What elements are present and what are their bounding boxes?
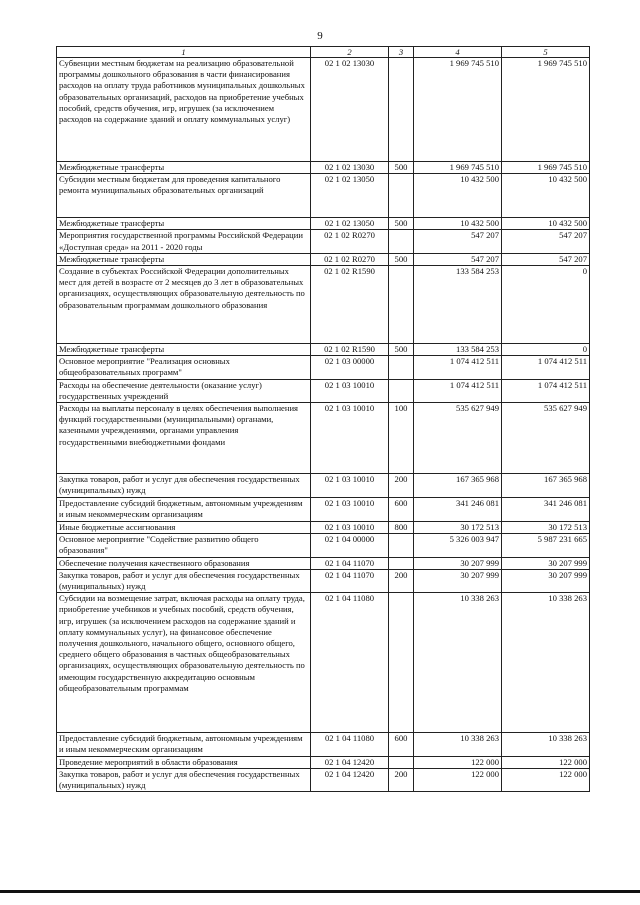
row-expense-type-cell: 500 [389, 344, 414, 356]
row-name-cell: Проведение мероприятий в области образования [57, 756, 311, 768]
row-expense-type-cell: 200 [389, 569, 414, 592]
row-code-cell: 02 1 02 13050 [311, 174, 389, 218]
row-name-cell: Межбюджетные трансферты [57, 218, 311, 230]
row-code-cell: 02 1 04 12420 [311, 768, 389, 791]
row-amount-1-cell: 1 074 412 511 [414, 356, 502, 379]
row-expense-type-cell [389, 557, 414, 569]
table-row [57, 474, 590, 498]
row-amount-1-cell: 133 584 253 [414, 344, 502, 356]
row-amount-2-cell: 1 969 745 510 [502, 58, 590, 162]
row-amount-1-cell: 167 365 968 [414, 474, 502, 498]
row-code-cell: 02 1 02 13050 [311, 218, 389, 230]
row-name-cell: Создание в субъектах Российской Федерации дополнительных мест для детей в возрасте от 2 месяцев до 3 лет в образовательных организациях, осуществляющих образовательную деятельность по образовательным программам дошкольного образования [57, 266, 311, 344]
table-row [57, 162, 590, 174]
table-row [57, 593, 590, 733]
row-amount-1-cell: 122 000 [414, 768, 502, 791]
row-code-cell: 02 1 03 00000 [311, 356, 389, 379]
row-amount-1-cell: 547 207 [414, 253, 502, 265]
row-name-cell: Субвенции местным бюджетам на реализацию образовательной программы дошкольного образования в части финансирования расходов на оплату труда работников муниципальных дошкольных образовательных организаций, расходов на приобретение учебных пособий, средств обучения, игр, игрушек (за исключением расходов на содержание зданий и оплату коммунальных услуг) [57, 58, 311, 162]
row-amount-2-cell: 30 172 513 [502, 522, 590, 534]
row-amount-2-cell: 1 969 745 510 [502, 162, 590, 174]
row-expense-type-cell [389, 593, 414, 733]
row-name-cell: Предоставление субсидий бюджетным, автономным учреждениям и иным некоммерческим организациям [57, 498, 311, 522]
row-name-cell: Иные бюджетные ассигнования [57, 522, 311, 534]
row-expense-type-cell [389, 174, 414, 218]
table-row [57, 403, 590, 474]
row-amount-2-cell: 1 074 412 511 [502, 356, 590, 379]
row-amount-2-cell: 167 365 968 [502, 474, 590, 498]
row-expense-type-cell: 500 [389, 218, 414, 230]
row-code-cell: 02 1 04 00000 [311, 534, 389, 557]
table-row [57, 522, 590, 534]
row-amount-2-cell: 30 207 999 [502, 557, 590, 569]
row-expense-type-cell: 200 [389, 474, 414, 498]
row-code-cell: 02 1 02 R1590 [311, 344, 389, 356]
row-expense-type-cell: 500 [389, 162, 414, 174]
row-expense-type-cell [389, 356, 414, 379]
row-name-cell: Закупка товаров, работ и услуг для обеспечения государственных (муниципальных) нужд [57, 768, 311, 791]
row-code-cell: 02 1 02 13030 [311, 58, 389, 162]
row-amount-1-cell: 1 969 745 510 [414, 162, 502, 174]
table-row [57, 230, 590, 253]
row-name-cell: Межбюджетные трансферты [57, 162, 311, 174]
row-expense-type-cell: 500 [389, 253, 414, 265]
row-amount-1-cell: 30 207 999 [414, 569, 502, 592]
row-amount-2-cell: 122 000 [502, 768, 590, 791]
row-amount-1-cell: 122 000 [414, 756, 502, 768]
row-expense-type-cell [389, 58, 414, 162]
row-amount-1-cell: 133 584 253 [414, 266, 502, 344]
row-name-cell: Субсидии местным бюджетам для проведения капитального ремонта муниципальных образовательных организаций [57, 174, 311, 218]
row-name-cell: Межбюджетные трансферты [57, 253, 311, 265]
row-amount-1-cell: 30 207 999 [414, 557, 502, 569]
row-amount-1-cell: 10 432 500 [414, 174, 502, 218]
row-code-cell: 02 1 04 11070 [311, 569, 389, 592]
table-row [57, 756, 590, 768]
row-amount-2-cell: 0 [502, 344, 590, 356]
row-name-cell: Основное мероприятие "Содействие развитию общего образования" [57, 534, 311, 557]
row-amount-2-cell: 10 338 263 [502, 593, 590, 733]
table-body [57, 58, 590, 792]
row-code-cell: 02 1 03 10010 [311, 403, 389, 474]
table-row [57, 498, 590, 522]
row-code-cell: 02 1 02 13030 [311, 162, 389, 174]
row-expense-type-cell [389, 756, 414, 768]
row-amount-2-cell: 341 246 081 [502, 498, 590, 522]
row-name-cell: Мероприятия государственной программы Российской Федерации «Доступная среда» на 2011 - 2020 годы [57, 230, 311, 253]
row-name-cell: Расходы на обеспечение деятельности (оказание услуг) государственных учреждений [57, 379, 311, 402]
row-amount-1-cell: 1 969 745 510 [414, 58, 502, 162]
table-row [57, 253, 590, 265]
row-code-cell: 02 1 02 R0270 [311, 230, 389, 253]
row-amount-2-cell: 547 207 [502, 230, 590, 253]
column-header-expense-type: 3 [389, 47, 414, 58]
table-row [57, 379, 590, 402]
row-amount-1-cell: 341 246 081 [414, 498, 502, 522]
row-code-cell: 02 1 03 10010 [311, 498, 389, 522]
row-amount-2-cell: 122 000 [502, 756, 590, 768]
row-amount-1-cell: 10 338 263 [414, 593, 502, 733]
page-number: 9 [317, 30, 323, 42]
row-expense-type-cell [389, 266, 414, 344]
row-code-cell: 02 1 02 R0270 [311, 253, 389, 265]
row-code-cell: 02 1 04 11070 [311, 557, 389, 569]
row-amount-2-cell: 5 987 231 665 [502, 534, 590, 557]
table-row [57, 174, 590, 218]
bottom-rule [0, 890, 640, 893]
row-expense-type-cell [389, 230, 414, 253]
row-amount-2-cell: 1 074 412 511 [502, 379, 590, 402]
column-header-amount-1: 4 [414, 47, 502, 58]
column-header-code: 2 [311, 47, 389, 58]
row-code-cell: 02 1 03 10010 [311, 474, 389, 498]
column-header-name: 1 [57, 47, 311, 58]
row-name-cell: Межбюджетные трансферты [57, 344, 311, 356]
table-row [57, 58, 590, 162]
table-row [57, 768, 590, 791]
row-code-cell: 02 1 04 11080 [311, 593, 389, 733]
table-row [57, 344, 590, 356]
row-amount-1-cell: 10 338 263 [414, 733, 502, 756]
row-amount-1-cell: 10 432 500 [414, 218, 502, 230]
row-amount-1-cell: 30 172 513 [414, 522, 502, 534]
row-code-cell: 02 1 03 10010 [311, 379, 389, 402]
table-row [57, 534, 590, 557]
row-code-cell: 02 1 04 11080 [311, 733, 389, 756]
table-row [57, 733, 590, 756]
row-name-cell: Закупка товаров, работ и услуг для обеспечения государственных (муниципальных) нужд [57, 569, 311, 592]
row-amount-2-cell: 10 338 263 [502, 733, 590, 756]
table-row [57, 218, 590, 230]
row-expense-type-cell: 800 [389, 522, 414, 534]
row-amount-2-cell: 30 207 999 [502, 569, 590, 592]
row-amount-1-cell: 5 326 003 947 [414, 534, 502, 557]
row-code-cell: 02 1 02 R1590 [311, 266, 389, 344]
row-amount-1-cell: 1 074 412 511 [414, 379, 502, 402]
row-amount-1-cell: 547 207 [414, 230, 502, 253]
row-name-cell: Обеспечение получения качественного образования [57, 557, 311, 569]
row-code-cell: 02 1 04 12420 [311, 756, 389, 768]
row-expense-type-cell: 100 [389, 403, 414, 474]
row-expense-type-cell: 600 [389, 733, 414, 756]
row-name-cell: Основное мероприятие "Реализация основных общеобразовательных программ" [57, 356, 311, 379]
row-name-cell: Расходы на выплаты персоналу в целях обеспечения выполнения функций государственными (муниципальными) органами, казенными учреждениями, органами управления государственными внебюджетными фондами [57, 403, 311, 474]
row-expense-type-cell: 600 [389, 498, 414, 522]
row-amount-2-cell: 10 432 500 [502, 218, 590, 230]
table-row [57, 569, 590, 592]
row-name-cell: Закупка товаров, работ и услуг для обеспечения государственных (муниципальных) нужд [57, 474, 311, 498]
row-name-cell: Предоставление субсидий бюджетным, автономным учреждениям и иным некоммерческим организациям [57, 733, 311, 756]
budget-table [56, 46, 590, 792]
row-code-cell: 02 1 03 10010 [311, 522, 389, 534]
row-amount-2-cell: 10 432 500 [502, 174, 590, 218]
row-name-cell: Субсидии на возмещение затрат, включая расходы на оплату труда, приобретение учебников и учебных пособий, средств обучения, игр, игрушек (за исключением расходов на содержание зданий и оплату коммунальных услуг), на финансовое обеспечение получения дошкольного, начального общего, основного общего, среднего общего образования в частных общеобразовательных организациях, осуществляющих образовательную деятельность по имеющим государственную аккредитацию основным общеобразовательным программам [57, 593, 311, 733]
row-amount-2-cell: 535 627 949 [502, 403, 590, 474]
row-amount-1-cell: 535 627 949 [414, 403, 502, 474]
column-header-amount-2: 5 [502, 47, 590, 58]
row-expense-type-cell [389, 379, 414, 402]
table-row [57, 356, 590, 379]
row-expense-type-cell [389, 534, 414, 557]
table-row [57, 557, 590, 569]
row-expense-type-cell: 200 [389, 768, 414, 791]
row-amount-2-cell: 547 207 [502, 253, 590, 265]
table-row [57, 266, 590, 344]
row-amount-2-cell: 0 [502, 266, 590, 344]
header-row [57, 47, 590, 58]
